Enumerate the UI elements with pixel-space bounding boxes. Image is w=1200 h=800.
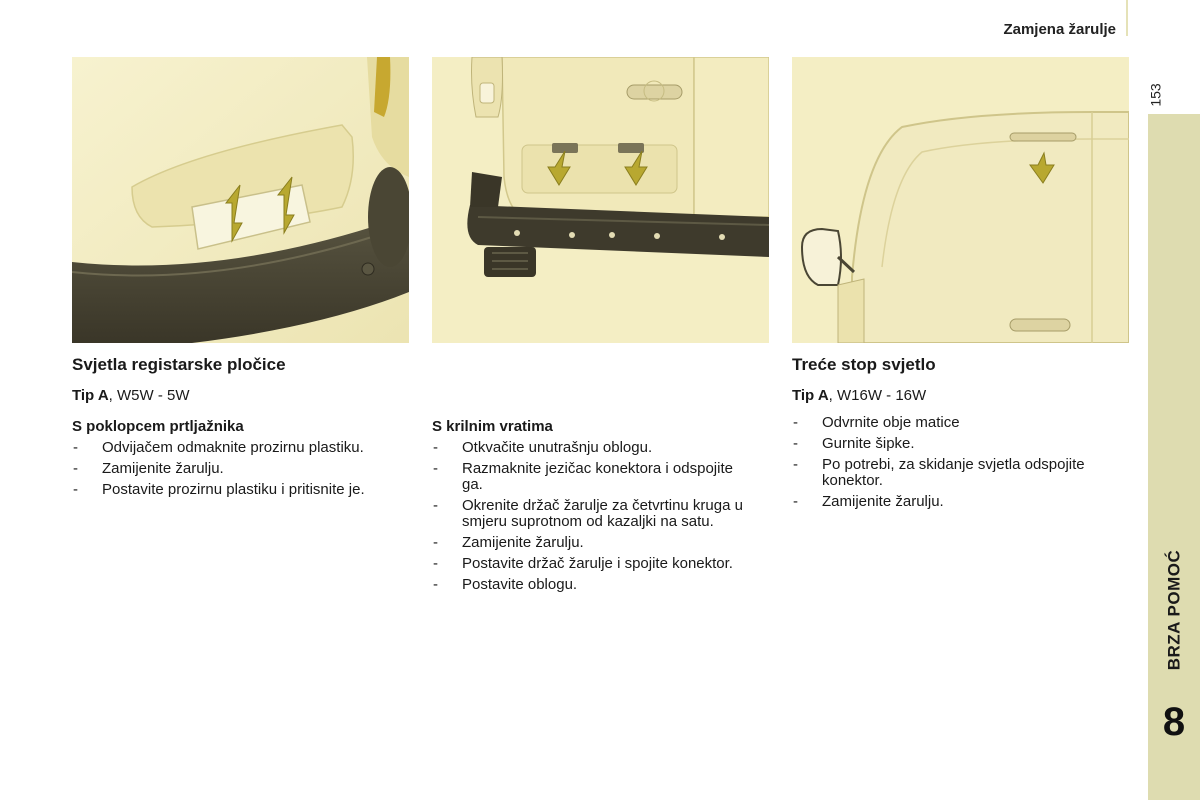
list-item (792, 457, 1122, 489)
list-marker: - (433, 534, 438, 551)
list-item (792, 415, 1122, 431)
list-item (72, 461, 402, 477)
license-plate-light-wing-doors-illustration (432, 57, 769, 343)
tailgate-steps-list (72, 440, 402, 498)
section-header-title: Zamjena žarulje (1003, 21, 1116, 38)
step-text: Okrenite držač žarulje za četvrtinu kruga u smjeru suprotnom od kazaljki na satu. (462, 497, 743, 530)
step-text: Odvijačem odmaknite prozirnu plastiku. (102, 439, 364, 456)
step-text: Postavite oblogu. (462, 576, 578, 593)
list-marker: - (793, 456, 798, 473)
bulb-spec (72, 387, 402, 405)
list-marker: - (433, 497, 438, 514)
license-plate-lights-title: Svjetla registarske pločice (72, 355, 286, 374)
bulb-spec (792, 387, 1122, 405)
step-text: Postavite prozirnu plastiku i pritisnite je. (102, 481, 365, 498)
step-text: Otkvačite unutrašnju oblogu. (462, 439, 653, 456)
list-item (432, 498, 762, 530)
list-marker: - (73, 439, 78, 456)
list-item (72, 440, 402, 456)
list-marker: - (433, 555, 438, 572)
list-item (792, 436, 1122, 452)
list-marker: - (433, 460, 438, 477)
list-marker: - (73, 481, 78, 498)
wing-doors-steps-list (432, 440, 762, 593)
step-text: Zamijenite žarulju. (102, 460, 224, 477)
list-item (72, 482, 402, 498)
list-marker: - (793, 435, 798, 452)
left-column (72, 355, 402, 503)
third-brake-light-title: Treće stop svjetlo (792, 355, 936, 374)
bulb-type-value: , W5W - 5W (108, 387, 190, 404)
list-item (792, 494, 1122, 510)
chapter-side-tab (1148, 114, 1200, 800)
step-text: Postavite držač žarulje i spojite konektor. (462, 555, 733, 572)
wing-doors-subsection-title: S krilnim vratima (432, 418, 553, 435)
chapter-number: 8 (1162, 700, 1186, 744)
tailgate-subsection-title: S poklopcem prtljažnika (72, 418, 244, 435)
page-number-text: 153 (1148, 83, 1165, 107)
step-text: Odvrnite obje matice (822, 414, 960, 431)
step-text: Po potrebi, za skidanje svjetla odspojite konektor. (822, 456, 1085, 489)
list-marker: - (73, 460, 78, 477)
list-item (432, 577, 762, 593)
list-item (432, 535, 762, 551)
chapter-tab-label (1155, 530, 1193, 690)
license-plate-light-tailgate-illustration (72, 57, 409, 343)
bulb-type-label: Tip A (72, 387, 109, 404)
middle-column (432, 418, 762, 598)
header-divider (1126, 0, 1128, 36)
step-text: Zamijenite žarulju. (822, 493, 944, 510)
step-text: Razmaknite jezičac konektora i odspojite ga. (462, 460, 733, 493)
list-marker: - (433, 576, 438, 593)
chapter-tab-label-text: BRZA POMOĆ (1164, 549, 1183, 671)
step-text: Gurnite šipke. (822, 435, 915, 452)
page-number (1145, 78, 1167, 112)
step-text: Zamijenite žarulju. (462, 534, 584, 551)
bulb-type-label: Tip A (792, 387, 829, 404)
list-item (432, 556, 762, 572)
list-marker: - (793, 493, 798, 510)
bulb-type-value: , W16W - 16W (828, 387, 927, 404)
third-brake-light-illustration (792, 57, 1129, 343)
list-item (432, 461, 762, 493)
list-marker: - (433, 439, 438, 456)
right-column (792, 355, 1122, 515)
list-item (432, 440, 762, 456)
brake-light-steps-list (792, 415, 1122, 510)
list-marker: - (793, 414, 798, 431)
